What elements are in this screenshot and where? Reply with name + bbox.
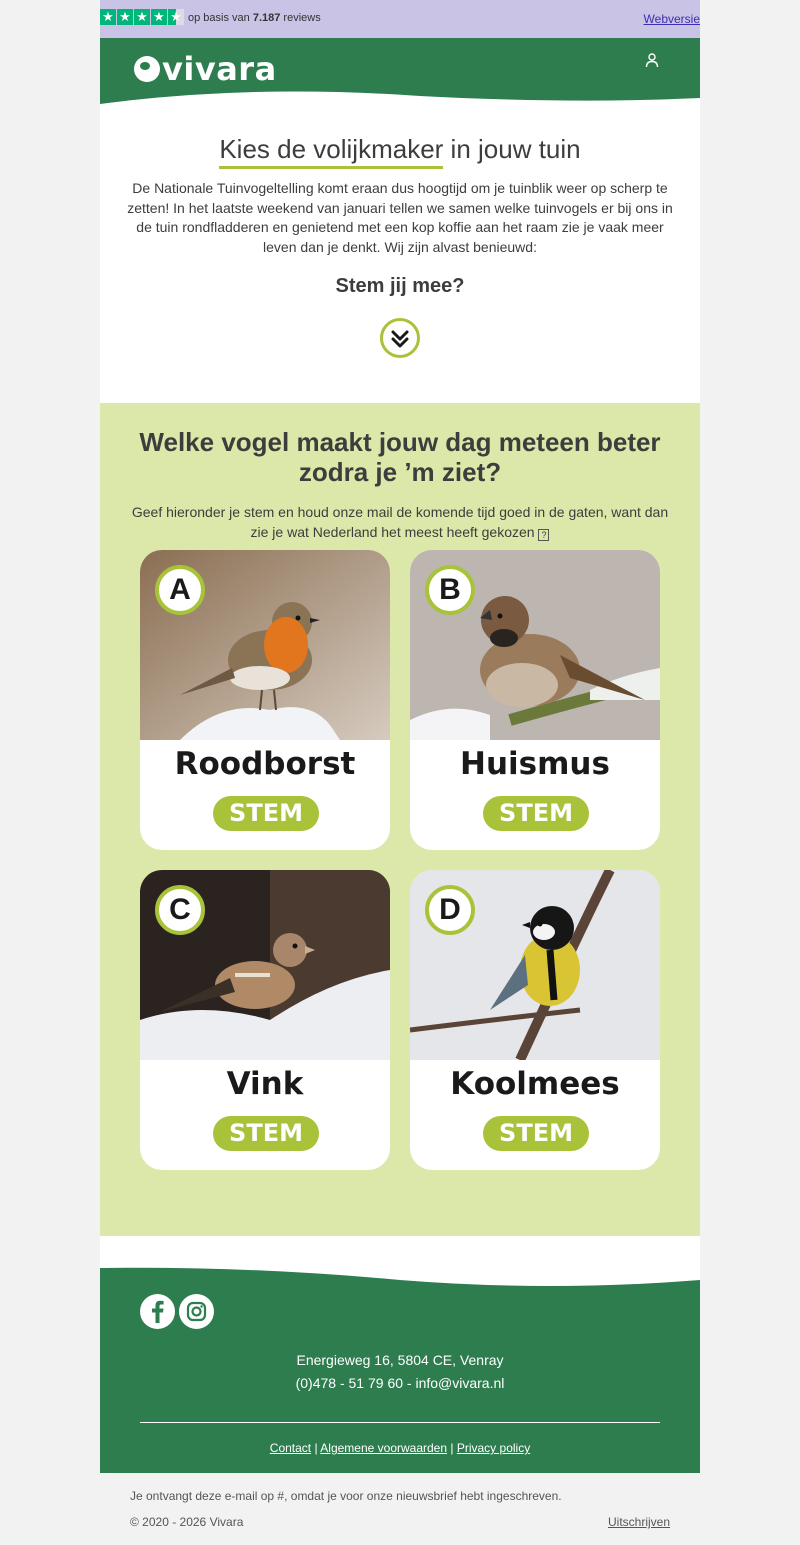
contact-details[interactable]: (0)478 - 51 79 60 - info@vivara.nl: [295, 1375, 505, 1391]
header: [100, 38, 700, 110]
star-icon: ★: [134, 9, 150, 25]
vote-button-koolmees[interactable]: STEM: [483, 1116, 589, 1151]
vote-title: Welke vogel maakt jouw dag meteen beter zodra je ’m ziet?: [139, 427, 661, 487]
instagram-icon[interactable]: [179, 1294, 214, 1329]
scroll-down-button[interactable]: [380, 318, 420, 358]
intro-body: De Nationale Tuinvogeltelling komt eraan dus hoogtijd om je tuinblik weer op scherp te zetten! In het laatste weekend van januari tellen we samen welke tuinvogels er bij ons in de tuin rondfladderen en genietend met een kop koffie aan het raam zie je vaak meer leven dan je denkt. Wij zijn alvast benieuwd:: [127, 180, 673, 255]
title-rest: in jouw tuin: [443, 134, 581, 164]
title-highlight: Kies de volijkmaker: [219, 134, 443, 169]
unsubscribe-link[interactable]: Uitschrijven: [607, 1515, 670, 1529]
rating-text: [188, 12, 321, 24]
privacy-link[interactable]: Privacy policy: [456, 1441, 531, 1455]
half-star-icon: ★: [168, 9, 184, 25]
webversion-link[interactable]: Webversie: [643, 12, 700, 26]
bird-name: Vink: [226, 1066, 304, 1102]
star-icon: ★: [117, 9, 133, 25]
vote-card-a[interactable]: [140, 550, 390, 850]
footer-divider: [140, 1422, 660, 1423]
vote-card-b[interactable]: [410, 550, 660, 850]
vote-button-vink[interactable]: STEM: [213, 1116, 319, 1151]
vote-card-c[interactable]: [140, 870, 390, 1170]
trustpilot-stars: [100, 9, 185, 27]
bird-name: Koolmees: [450, 1066, 620, 1102]
contact-link[interactable]: Contact: [269, 1441, 312, 1455]
vote-card-d[interactable]: [410, 870, 660, 1170]
logo-text: vivara: [162, 50, 277, 88]
star-icon: ★: [100, 9, 116, 25]
address: Energieweg 16, 5804 CE, Venray: [296, 1352, 504, 1368]
footer-wave: [100, 1236, 700, 1292]
bird-name: Huismus: [460, 746, 610, 782]
star-icon: ★: [151, 9, 167, 25]
facebook-icon[interactable]: [140, 1294, 175, 1329]
link-separator: |: [450, 1441, 454, 1455]
user-icon[interactable]: [644, 52, 660, 68]
subscription-notice: Je ontvangt deze e-mail op #, omdat je voor onze nieuwsbrief hebt ingeschreven.: [130, 1489, 562, 1503]
terms-link[interactable]: Algemene voorwaarden: [320, 1441, 448, 1455]
vivara-logo[interactable]: [134, 50, 277, 88]
vote-body: [128, 503, 672, 542]
option-letter-c: C: [155, 885, 205, 935]
rating-bar: [100, 0, 700, 38]
vote-button-roodborst[interactable]: STEM: [213, 796, 319, 831]
review-count: 7.187: [252, 12, 281, 24]
vote-section: [100, 403, 700, 1236]
rating-suffix: reviews: [283, 12, 321, 24]
footer: [100, 1236, 700, 1473]
option-letter-b: B: [425, 565, 475, 615]
bird-name: Roodborst: [174, 746, 356, 782]
footer-links: [100, 1441, 700, 1455]
copyright: © 2020 - 2026 Vivara: [130, 1515, 244, 1529]
rating-prefix: op basis van: [188, 12, 250, 24]
intro-section: [100, 110, 700, 403]
vote-button-huismus[interactable]: STEM: [483, 796, 589, 831]
option-letter-a: A: [155, 565, 205, 615]
link-separator: |: [314, 1441, 318, 1455]
intro-title: [100, 134, 700, 169]
option-letter-d: D: [425, 885, 475, 935]
intro-subtitle: Stem jij mee?: [335, 275, 465, 297]
bird-logo-icon: [134, 56, 160, 82]
missing-emoji-icon: ?: [538, 529, 549, 541]
header-wave: [100, 88, 700, 110]
double-chevron-down-icon: [383, 321, 417, 355]
vote-body-text: Geef hieronder je stem en houd onze mail de komende tijd goed in de gaten, want dan zie je wat Nederland het meest heeft gekozen: [131, 504, 669, 540]
